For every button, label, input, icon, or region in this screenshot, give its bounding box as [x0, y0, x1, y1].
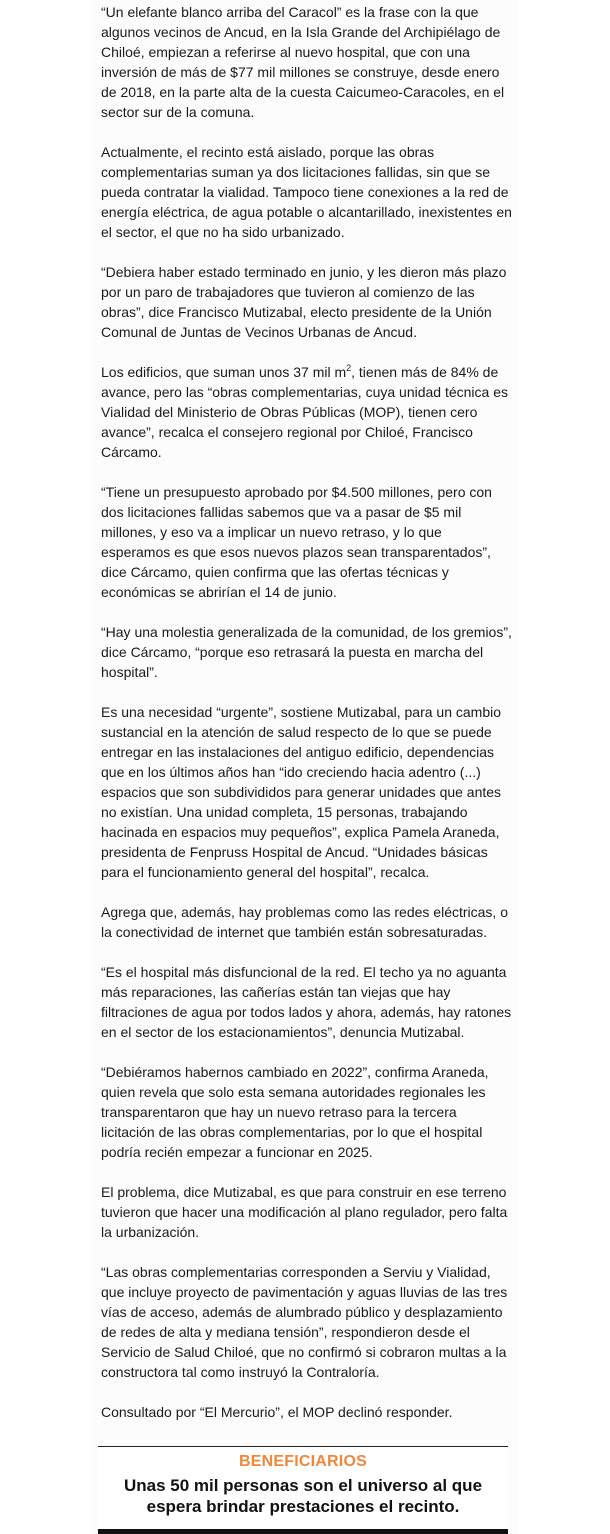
- beneficiarios-heading: BENEFICIARIOS: [239, 1453, 367, 1470]
- article-paragraph-4: [101, 362, 513, 462]
- beneficiarios-box: [98, 1446, 508, 1534]
- article-paragraph-5: “Tiene un presupuesto aprobado por $4.500 millones, pero con dos licitaciones fallidas sabemos que va a pasar de $5 mil millones, y eso va a implicar un nuevo retraso, y lo que esperamos es que esos nuevos plazos sean transparentados”, dice Cárcamo, quien confirma que las ofertas técnicas y económicas se abrirían el 14 de junio.: [101, 484, 492, 600]
- article-paragraph-3: “Debiera haber estado terminado en junio, y les dieron más plazo por un paro de trabajadores que tuvieron al comienzo de las obras”, dice Francisco Mutizabal, electo presidente de la Unión Comunal de Juntas de Vecinos Urbanas de Ancud.: [101, 264, 507, 340]
- article-paragraph-8: Agrega que, además, hay problemas como las redes eléctricas, o la conectividad de internet que también están sobresaturadas.: [101, 904, 508, 940]
- article-paragraph-11: El problema, dice Mutizabal, es que para construir en ese terreno tuvieron que hacer una modificación al plano regulador, pero falta la urbanización.: [101, 1184, 508, 1240]
- article-paragraph-10: “Debiéramos habernos cambiado en 2022”, confirma Araneda, quien revela que solo esta semana autoridades regionales les transparentaron que hay un nuevo retraso para la tercera licitación de las obras complementarias, por lo que el hospital podría recién empezar a funcionar en 2025.: [101, 1064, 489, 1160]
- paragraph-4-start: Los edificios, que suman unos 37 mil m: [101, 364, 347, 380]
- paragraph-4-end: , tienen más de 84% de avance, pero las “obras complementarias, cuya unidad técnica es Vialidad del Ministerio de Obras Públicas (MOP), tienen cero avance”, recalca el consejero regional por Chiloé, Francisco Cárcamo.: [101, 364, 508, 460]
- article-paragraph-13: Consultado por “El Mercurio”, el MOP declinó responder.: [101, 1404, 453, 1420]
- article-paragraph-12: “Las obras complementarias corresponden a Serviu y Vialidad, que incluye proyecto de pavimentación y aguas lluvias de las tres vías de acceso, además de alumbrado público y desplazamiento de redes de alta y mediana tensión”, respondieron desde el Servicio de Salud Chiloé, que no confirmó si cobraron multas a la constructora tal como instruyó la Contraloría.: [101, 1264, 508, 1380]
- article-paragraph-9: “Es el hospital más disfuncional de la red. El techo ya no aguanta más reparaciones, las cañerías están tan viejas que hay filtraciones de agua por todos lados y ahora, además, hay ratones en el sector de los estacionamientos”, denuncia Mutizabal.: [101, 964, 512, 1040]
- beneficiarios-text: Unas 50 mil personas son el universo al que espera brindar prestaciones el recinto.: [123, 1476, 483, 1516]
- article-paragraph-7: Es una necesidad “urgente”, sostiene Mutizabal, para un cambio sustancial en la atención de salud respecto de lo que se puede entregar en las instalaciones del antiguo edificio, dependencias que en los últimos años han “ido creciendo hacia adentro (...) espacios que son subdivididos para generar unidades que antes no existían. Una unidad completa, 15 personas, trabajando hacinada en espacios muy pequeños”, explica Pamela Araneda, presidenta de Fenpruss Hospital de Ancud. “Unidades básicas para el funcionamiento general del hospital”, recalca.: [101, 704, 502, 880]
- article-paragraph-2: Actualmente, el recinto está aislado, porque las obras complementarias suman ya dos licitaciones fallidas, sin que se pueda contratar la vialidad. Tampoco tiene conexiones a la red de energía eléctrica, de agua potable o alcantarillado, inexistentes en el sector, el que no ha sido urbanizado.: [101, 144, 512, 240]
- article-paragraph-6: “Hay una molestia generalizada de la comunidad, de los gremios”, dice Cárcamo, “porque eso retrasará la puesta en marcha del hospital”.: [101, 624, 512, 680]
- article-body: [101, 2, 513, 1442]
- square-meter-superscript: 2: [346, 363, 352, 373]
- article-paragraph-1: “Un elefante blanco arriba del Caracol” es la frase con la que algunos vecinos de Ancud, en la Isla Grande del Archipiélago de Chiloé, empiezan a referirse al nuevo hospital, que con una inversión de más de $77 mil millones se construye, desde enero de 2018, en la parte alta de la cuesta Caicumeo-Caracoles, en el sector sur de la comuna.: [101, 4, 505, 120]
